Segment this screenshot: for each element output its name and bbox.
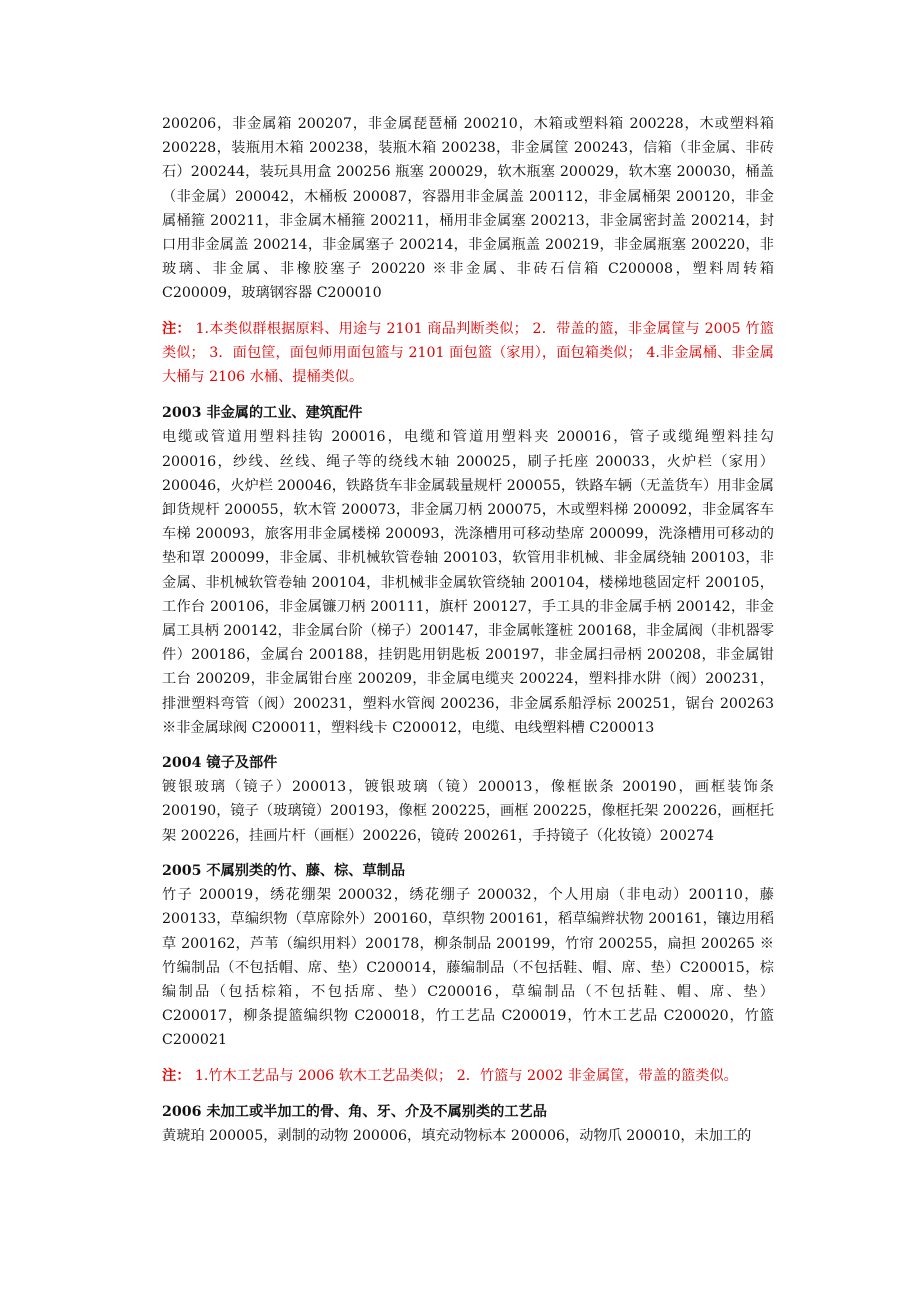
note-2005 [162,1064,774,1088]
note-2002 [162,317,774,390]
section-heading-2006: 2006 未加工或半加工的骨、角、牙、介及不属别类的工艺品 [162,1103,547,1120]
section-body-2004: 镀银玻璃（镜子）200013，镀银玻璃（镜）200013，像框嵌条 200190，画框装饰条 200190，镜子（玻璃镜）200193，像框 200225，画框 200225，像框托架 200226，画框托架 200226，挂画片杆（画框）200226，镜砖 200261，手持镜子（化妆镜）200274 [162,779,774,844]
section-heading-2004: 2004 镜子及部件 [162,755,278,772]
note-label: 注： [162,320,191,337]
section-body-2005: 竹子 200019，绣花绷架 200032，绣花绷子 200032，个人用扇（非电动）200110，藤 200133，草编织物（草席除外）200160，草织物 200161，稻草编辫状物 200161，镶边用稻草 200162，芦苇（编织用料）200178，柳条制品 200199，竹帘 200255，扁担 200265 ※竹编制品（不包括帽、席、垫）C200014，藤编制品（不包括鞋、帽、席、垫）C200015，棕编制品（包括棕箱，不包括席、垫）C200016，草编制品（不包括鞋、帽、席、垫）C200017，柳条提篮编织物 C200018，竹工艺品 C200019，竹木工艺品 C200020，竹篮 C200021 [162,887,774,1049]
intro-paragraph: 200206，非金属箱 200207，非金属琵琶桶 200210，木箱或塑料箱 200228，木或塑料箱 200228，装瓶用木箱 200238，装瓶木箱 200238，非金属筐 200243，信箱（非金属、非砖石）200244，装玩具用盒 200256 瓶塞 200029，软木瓶塞 200029，软木塞 200030，桶盖（非金属）200042，木桶板 200087，容器用非金属盖 200112，非金属桶架 200120，非金属桶箍 200211，非金属木桶箍 200211，桶用非金属塞 200213，非金属密封盖 200214，封口用非金属盖 200214，非金属塞子 200214，非金属瓶盖 200219，非金属瓶塞 200220，非玻璃、非金属、非橡胶塞子 200220 ※非金属、非砖石信箱 C200008，塑料周转箱 C200009，玻璃钢容器 C200010 [162,116,774,302]
note-text: 1.竹木工艺品与 2006 软木工艺品类似； 2．竹篮与 2002 非金属筐，带盖的篮类似。 [190,1067,738,1084]
section-body-2003: 电缆或管道用塑料挂钩 200016，电缆和管道用塑料夹 200016，管子或缆绳塑料挂勾 200016，纱线、丝线、绳子等的绕线木轴 200025，刷子托座 200033，火炉栏（家用）200046，火炉栏 200046，铁路货车非金属载量规杆 200055，铁路车辆（无盖货车）用非金属卸货规杆 200055，软木管 200073，非金属刀柄 200075，木或塑料梯 200092，非金属客车车梯 200093，旅客用非金属楼梯 200093，洗涤槽用可移动垫席 200099，洗涤槽用可移动的垫和罩 200099，非金属、非机械软管卷轴 200103，软管用非机械、非金属绕轴 200103，非金属、非机械软管卷轴 200104，非机械非金属软管绕轴 200104，楼梯地毯固定杆 200105，工作台 200106，非金属镰刀柄 200111，旗杆 200127，手工具的非金属手柄 200142，非金属工具柄 200142，非金属台阶（梯子）200147，非金属帐篷桩 200168，非金属阀（非机器零件）200186，金属台 200188，挂钥匙用钥匙板 200197，非金属扫帚柄 200208，非金属钳工台 200209，非金属钳台座 200209，非金属电缆夹 200224，塑料排水阱（阀）200231，排泄塑料弯管（阀）200231，塑料水管阀 200236，非金属系船浮标 200251，锯台 200263 ※非金属球阀 C200011，塑料线卡 C200012，电缆、电线塑料槽 C200013 [162,429,774,736]
section-heading-2003: 2003 非金属的工业、建筑配件 [162,405,363,422]
section-heading-2005: 2005 不属别类的竹、藤、棕、草制品 [162,862,406,879]
note-text: 1.本类似群根据原料、用途与 2101 商品判断类似； 2．带盖的篮，非金属筐与 2005 竹篮类似； 3．面包筐，面包师用面包篮与 2101 面包篮（家用），面包箱类似； 4.非金属桶、非金属大桶与 2106 水桶、提桶类似。 [162,320,774,386]
section-body-2006: 黄琥珀 200005，剥制的动物 200006，填充动物标本 200006，动物爪 200010，未加工的 [162,1127,752,1144]
document-page [162,112,774,1159]
note-label: 注： [162,1067,191,1084]
